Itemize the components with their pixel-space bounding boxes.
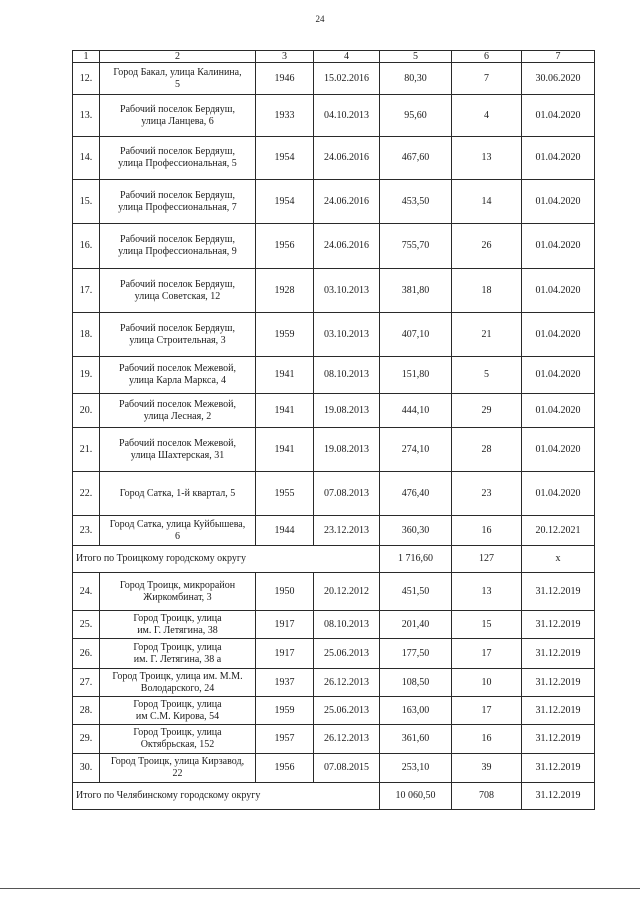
address-line: Город Троицк, улица им. М.М.	[112, 670, 243, 682]
address-cell	[100, 639, 256, 669]
date-cell: 07.08.2015	[314, 754, 380, 783]
count-cell: 15	[452, 611, 522, 639]
table-row	[73, 697, 595, 725]
address-line: Город Троицк, улица	[133, 698, 222, 710]
date-cell: 25.06.2013	[314, 697, 380, 725]
count-cell: 4	[452, 95, 522, 137]
date-cell: 07.08.2013	[314, 472, 380, 516]
date-cell: 26.12.2013	[314, 725, 380, 754]
address-cell	[100, 516, 256, 546]
count-cell: 39	[452, 754, 522, 783]
row-number: 23.	[73, 516, 100, 546]
date-cell: 03.10.2013	[314, 313, 380, 357]
address-cell	[100, 394, 256, 428]
year-cell: 1959	[256, 697, 314, 725]
date-cell: 24.06.2016	[314, 180, 380, 224]
address-line: 5	[175, 78, 180, 90]
count-cell: 23	[452, 472, 522, 516]
year-cell: 1946	[256, 63, 314, 95]
column-header: 2	[100, 51, 256, 63]
address-line: им. Г. Летягина, 38	[137, 624, 218, 636]
deadline-cell: 01.04.2020	[522, 428, 595, 472]
address-cell	[100, 611, 256, 639]
address-line: Рабочий поселок Бердяуш,	[120, 278, 235, 290]
table-row	[73, 428, 595, 472]
table-row	[73, 313, 595, 357]
count-cell: 7	[452, 63, 522, 95]
year-cell: 1937	[256, 669, 314, 697]
area-cell: 755,70	[380, 224, 452, 269]
area-cell: 80,30	[380, 63, 452, 95]
address-cell	[100, 137, 256, 180]
address-cell	[100, 224, 256, 269]
table-row	[73, 573, 595, 611]
area-cell: 381,80	[380, 269, 452, 313]
address-cell	[100, 63, 256, 95]
year-cell: 1954	[256, 137, 314, 180]
address-cell	[100, 95, 256, 137]
column-header: 4	[314, 51, 380, 63]
address-line: Рабочий поселок Бердяуш,	[120, 234, 235, 245]
date-cell: 20.12.2012	[314, 573, 380, 611]
address-cell	[100, 313, 256, 357]
deadline-cell: 01.04.2020	[522, 180, 595, 224]
row-number: 14.	[73, 137, 100, 180]
address-line: Октябрьская, 152	[140, 739, 215, 750]
count-cell: 5	[452, 357, 522, 394]
total-area: 1 716,60	[380, 546, 452, 573]
table-row	[73, 269, 595, 313]
table-row	[73, 224, 595, 269]
area-cell: 467,60	[380, 137, 452, 180]
row-number: 17.	[73, 269, 100, 313]
date-cell: 08.10.2013	[314, 611, 380, 639]
deadline-cell: 30.06.2020	[522, 63, 595, 95]
address-cell	[100, 357, 256, 394]
deadline-cell: 31.12.2019	[522, 573, 595, 611]
address-line: Город Троицк, улица	[133, 727, 222, 738]
deadline-cell: 01.04.2020	[522, 313, 595, 357]
year-cell: 1957	[256, 725, 314, 754]
address-line: Рабочий поселок Бердяуш,	[120, 103, 235, 115]
address-line: Рабочий поселок Бердяуш,	[120, 322, 235, 334]
address-line: им С.М. Кирова, 54	[135, 710, 220, 722]
area-cell: 108,50	[380, 669, 452, 697]
row-number: 27.	[73, 669, 100, 697]
date-cell: 03.10.2013	[314, 269, 380, 313]
address-line: улица Советская, 12	[134, 290, 221, 302]
table-row	[73, 725, 595, 754]
area-cell: 361,60	[380, 725, 452, 754]
table-row	[73, 669, 595, 697]
deadline-cell: 01.04.2020	[522, 269, 595, 313]
address-line: улица Лесная, 2	[143, 410, 212, 422]
address-line: улица Профессиональная, 5	[118, 158, 237, 169]
total-count: 127	[452, 546, 522, 573]
year-cell: 1955	[256, 472, 314, 516]
area-cell: 476,40	[380, 472, 452, 516]
area-cell: 177,50	[380, 639, 452, 669]
deadline-cell: 01.04.2020	[522, 224, 595, 269]
address-cell	[100, 180, 256, 224]
year-cell: 1950	[256, 573, 314, 611]
count-cell: 10	[452, 669, 522, 697]
area-cell: 274,10	[380, 428, 452, 472]
date-cell: 19.08.2013	[314, 428, 380, 472]
total-row	[73, 783, 595, 810]
housing-table	[72, 50, 595, 810]
area-cell: 163,00	[380, 697, 452, 725]
count-cell: 28	[452, 428, 522, 472]
area-cell: 253,10	[380, 754, 452, 783]
total-label: Итого по Троицкому городскому округу	[73, 546, 380, 573]
area-cell: 95,60	[380, 95, 452, 137]
row-number: 26.	[73, 639, 100, 669]
year-cell: 1959	[256, 313, 314, 357]
address-line: Володарского, 24	[140, 682, 215, 694]
address-line: Город Сатка, улица Куйбышева,	[109, 518, 246, 530]
address-line: Город Троицк, улица	[133, 641, 222, 653]
area-cell: 360,30	[380, 516, 452, 546]
area-cell: 201,40	[380, 611, 452, 639]
area-cell: 407,10	[380, 313, 452, 357]
column-header: 5	[380, 51, 452, 63]
count-cell: 17	[452, 697, 522, 725]
count-cell: 18	[452, 269, 522, 313]
address-line: Рабочий поселок Межевой,	[119, 363, 236, 374]
column-header: 7	[522, 51, 595, 63]
address-line: Рабочий поселок Бердяуш,	[120, 146, 235, 157]
count-cell: 21	[452, 313, 522, 357]
address-line: Город Бакал, улица Калинина,	[113, 66, 242, 78]
table-row	[73, 63, 595, 95]
table-row	[73, 394, 595, 428]
row-number: 24.	[73, 573, 100, 611]
row-number: 25.	[73, 611, 100, 639]
total-deadline: 31.12.2019	[522, 783, 595, 810]
row-number: 15.	[73, 180, 100, 224]
column-header: 3	[256, 51, 314, 63]
total-label: Итого по Челябинскому городскому округу	[73, 783, 380, 810]
address-line: 6	[175, 530, 180, 542]
total-row	[73, 546, 595, 573]
row-number: 19.	[73, 357, 100, 394]
count-cell: 13	[452, 137, 522, 180]
year-cell: 1944	[256, 516, 314, 546]
total-area: 10 060,50	[380, 783, 452, 810]
row-number: 29.	[73, 725, 100, 754]
footer-rule	[0, 888, 640, 889]
deadline-cell: 20.12.2021	[522, 516, 595, 546]
deadline-cell: 31.12.2019	[522, 611, 595, 639]
address-cell	[100, 754, 256, 783]
year-cell: 1941	[256, 428, 314, 472]
year-cell: 1933	[256, 95, 314, 137]
row-number: 21.	[73, 428, 100, 472]
date-cell: 04.10.2013	[314, 95, 380, 137]
deadline-cell: 31.12.2019	[522, 754, 595, 783]
page-number: 24	[315, 14, 325, 24]
row-number: 30.	[73, 754, 100, 783]
address-line: им. Г. Летягина, 38 а	[133, 653, 222, 665]
address-cell	[100, 573, 256, 611]
year-cell: 1928	[256, 269, 314, 313]
year-cell: 1956	[256, 224, 314, 269]
total-deadline: x	[522, 546, 595, 573]
address-line: улица Строительная, 3	[129, 334, 226, 346]
area-cell: 451,50	[380, 573, 452, 611]
count-cell: 16	[452, 725, 522, 754]
row-number: 20.	[73, 394, 100, 428]
address-cell	[100, 428, 256, 472]
date-cell: 25.06.2013	[314, 639, 380, 669]
row-number: 13.	[73, 95, 100, 137]
table-row	[73, 357, 595, 394]
table-body	[73, 63, 595, 810]
column-header: 6	[452, 51, 522, 63]
date-cell: 23.12.2013	[314, 516, 380, 546]
row-number: 22.	[73, 472, 100, 516]
deadline-cell: 31.12.2019	[522, 725, 595, 754]
row-number: 18.	[73, 313, 100, 357]
date-cell: 26.12.2013	[314, 669, 380, 697]
deadline-cell: 31.12.2019	[522, 669, 595, 697]
address-cell	[100, 725, 256, 754]
row-number: 16.	[73, 224, 100, 269]
count-cell: 14	[452, 180, 522, 224]
column-header: 1	[73, 51, 100, 63]
address-line: Рабочий поселок Бердяуш,	[120, 189, 235, 201]
area-cell: 444,10	[380, 394, 452, 428]
table-row	[73, 472, 595, 516]
address-line: Жиркомбинат, 3	[143, 591, 212, 603]
address-line: Рабочий поселок Межевой,	[119, 437, 236, 449]
address-line: улица Шахтерская, 31	[130, 449, 225, 461]
date-cell: 15.02.2016	[314, 63, 380, 95]
count-cell: 13	[452, 573, 522, 611]
table-row	[73, 754, 595, 783]
year-cell: 1941	[256, 394, 314, 428]
address-line: Рабочий поселок Межевой,	[119, 398, 236, 410]
address-cell	[100, 669, 256, 697]
deadline-cell: 31.12.2019	[522, 697, 595, 725]
table-row	[73, 180, 595, 224]
address-line: 22	[172, 768, 183, 779]
area-cell: 453,50	[380, 180, 452, 224]
address-cell	[100, 697, 256, 725]
address-line: Город Троицк, улица Кирзавод,	[110, 756, 245, 767]
table-row	[73, 611, 595, 639]
deadline-cell: 01.04.2020	[522, 95, 595, 137]
deadline-cell: 01.04.2020	[522, 357, 595, 394]
table-row	[73, 95, 595, 137]
row-number: 12.	[73, 63, 100, 95]
count-cell: 29	[452, 394, 522, 428]
count-cell: 16	[452, 516, 522, 546]
deadline-cell: 31.12.2019	[522, 639, 595, 669]
deadline-cell: 01.04.2020	[522, 394, 595, 428]
date-cell: 24.06.2016	[314, 137, 380, 180]
deadline-cell: 01.04.2020	[522, 472, 595, 516]
address-line: Город Троицк, улица	[133, 612, 222, 624]
count-cell: 26	[452, 224, 522, 269]
date-cell: 08.10.2013	[314, 357, 380, 394]
address-line: улица Карла Маркса, 4	[129, 375, 226, 386]
address-line: улица Ланцева, 6	[141, 115, 214, 127]
row-number: 28.	[73, 697, 100, 725]
year-cell: 1917	[256, 611, 314, 639]
address-cell	[100, 269, 256, 313]
count-cell: 17	[452, 639, 522, 669]
address-line: Город Сатка, 1-й квартал, 5	[119, 487, 236, 499]
year-cell: 1956	[256, 754, 314, 783]
column-number-row	[73, 51, 595, 63]
year-cell: 1917	[256, 639, 314, 669]
address-line: улица Профессиональная, 9	[118, 246, 237, 257]
deadline-cell: 01.04.2020	[522, 137, 595, 180]
area-cell: 151,80	[380, 357, 452, 394]
address-line: улица Профессиональная, 7	[118, 201, 237, 213]
year-cell: 1954	[256, 180, 314, 224]
address-line: Город Троицк, микрорайон	[119, 579, 236, 591]
table-row	[73, 137, 595, 180]
year-cell: 1941	[256, 357, 314, 394]
address-cell	[100, 472, 256, 516]
date-cell: 19.08.2013	[314, 394, 380, 428]
table-row	[73, 516, 595, 546]
date-cell: 24.06.2016	[314, 224, 380, 269]
total-count: 708	[452, 783, 522, 810]
table-row	[73, 639, 595, 669]
